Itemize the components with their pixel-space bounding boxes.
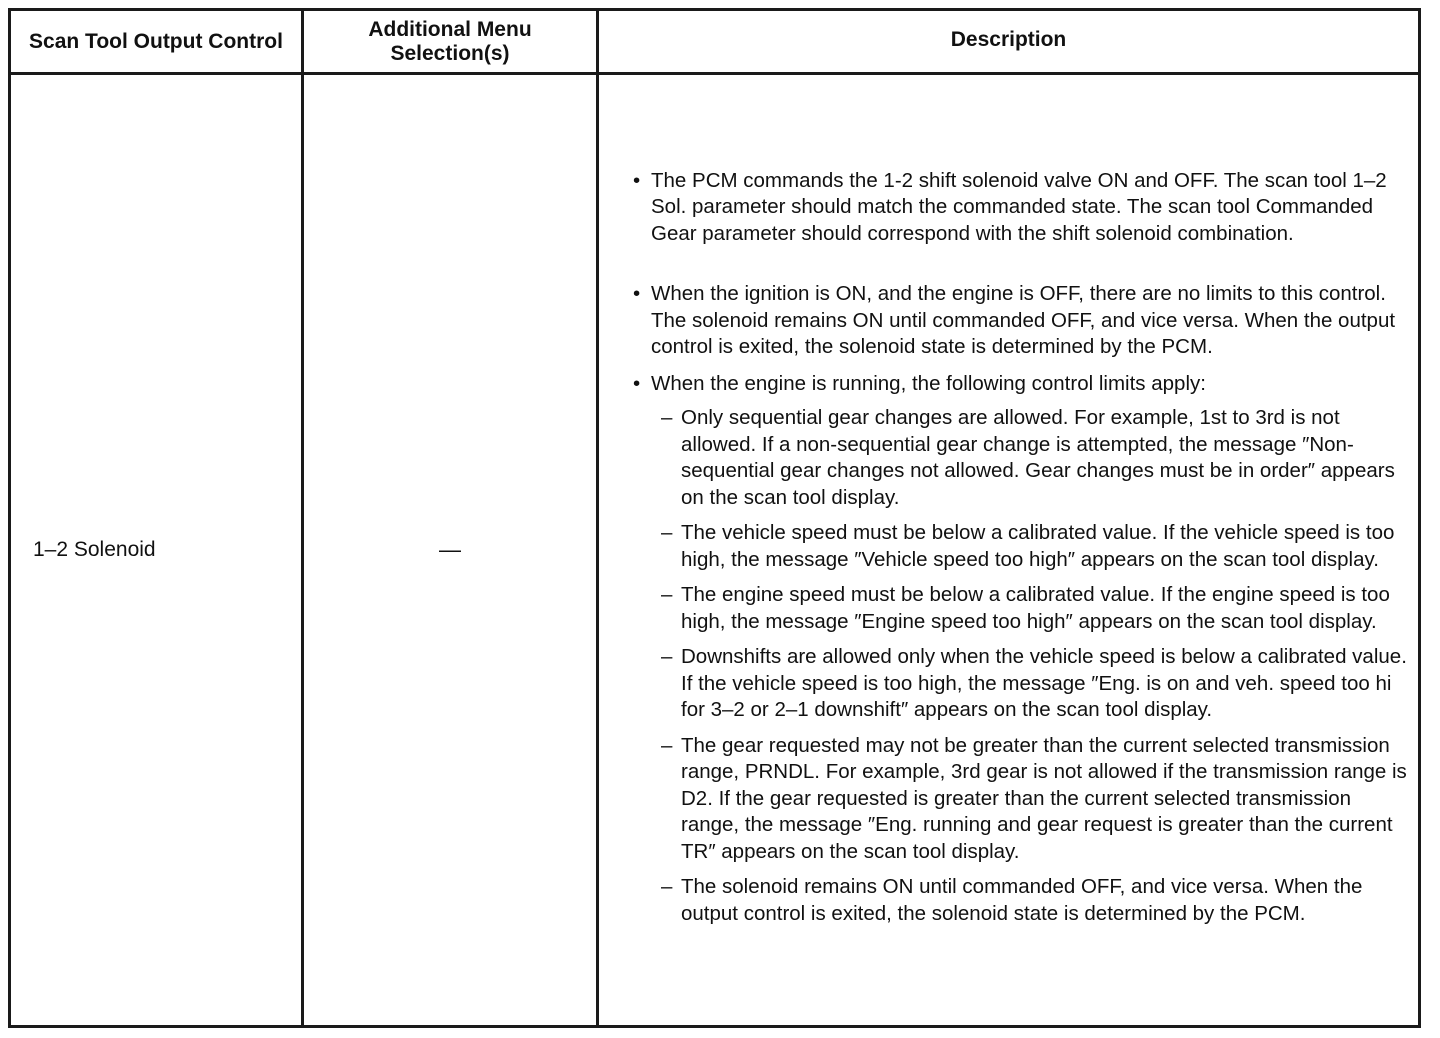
control-limit-item bbox=[623, 582, 1410, 635]
dash-icon: – bbox=[661, 406, 673, 430]
dash-icon: – bbox=[661, 733, 673, 757]
control-limit-item bbox=[623, 405, 1410, 511]
control-limit-item bbox=[623, 520, 1410, 573]
bullet-dot-icon: • bbox=[633, 168, 641, 192]
description-bullet bbox=[623, 168, 1410, 248]
header-additional-menu-selections: Additional Menu Selection(s) bbox=[303, 10, 598, 74]
bullet-text: When the engine is running, the following control limits apply: bbox=[651, 371, 1206, 395]
bullet-text: The PCM commands the 1-2 shift solenoid valve ON and OFF. The scan tool 1–2 Sol. parameter should match the commanded state. The scan tool Commanded Gear parameter should correspond with the shift solenoid combination. bbox=[651, 168, 1387, 245]
header-scan-tool-output-control: Scan Tool Output Control bbox=[10, 10, 303, 74]
bullet-text: When the ignition is ON, and the engine is OFF, there are no limits to this control. The solenoid remains ON until commanded OFF, and vice versa. When the output control is exited, the solenoid state is determined by the PCM. bbox=[651, 282, 1396, 359]
header-row bbox=[10, 10, 1420, 74]
control-limit-text: The vehicle speed must be below a calibrated value. If the vehicle speed is too high, the message ″Vehicle speed too high″ appears on the scan tool display. bbox=[681, 521, 1395, 571]
control-limit-item bbox=[623, 644, 1410, 724]
bullet-dot-icon: • bbox=[633, 282, 641, 306]
description-bullet bbox=[623, 281, 1410, 361]
control-limit-item bbox=[623, 874, 1410, 927]
dash-icon: – bbox=[661, 521, 673, 545]
dash-icon: – bbox=[661, 583, 673, 607]
control-limit-text: The engine speed must be below a calibrated value. If the engine speed is too high, the message ″Engine speed too high″ appears on the scan tool display. bbox=[681, 583, 1390, 633]
bullet-dot-icon: • bbox=[633, 371, 641, 395]
dash-icon: – bbox=[661, 875, 673, 899]
control-limit-text: The solenoid remains ON until commanded OFF, and vice versa. When the output control is exited, the solenoid state is determined by the PCM. bbox=[681, 875, 1363, 925]
table-row bbox=[10, 74, 1420, 1027]
menu-selection-cell: — bbox=[303, 74, 598, 1027]
output-control-table bbox=[8, 8, 1421, 1028]
output-control-cell: 1–2 Solenoid bbox=[10, 74, 303, 1027]
description-bullet bbox=[623, 371, 1410, 398]
control-limit-item bbox=[623, 733, 1410, 866]
control-limit-text: Only sequential gear changes are allowed. For example, 1st to 3rd is not allowed. If a non-sequential gear change is attempted, the message ″Non-sequential gear changes not allowed. Gear changes must be in order″ appears on the scan tool display. bbox=[681, 406, 1395, 509]
control-limit-text: The gear requested may not be greater than the current selected transmission range, PRNDL. For example, 3rd gear is not allowed if the transmission range is D2. If the gear requested is greater than the current selected transmission range, the message ″Eng. running and gear request is greater than the current TR″ appears on the scan tool display. bbox=[681, 733, 1407, 863]
control-limit-text: Downshifts are allowed only when the vehicle speed is below a calibrated value. If the vehicle speed is too high, the message ″Eng. is on and veh. speed too hi for 3–2 or 2–1 downshift″ appears on the scan tool display. bbox=[681, 645, 1407, 722]
description-cell bbox=[598, 74, 1420, 1027]
header-description: Description bbox=[598, 10, 1420, 74]
dash-icon: – bbox=[661, 645, 673, 669]
